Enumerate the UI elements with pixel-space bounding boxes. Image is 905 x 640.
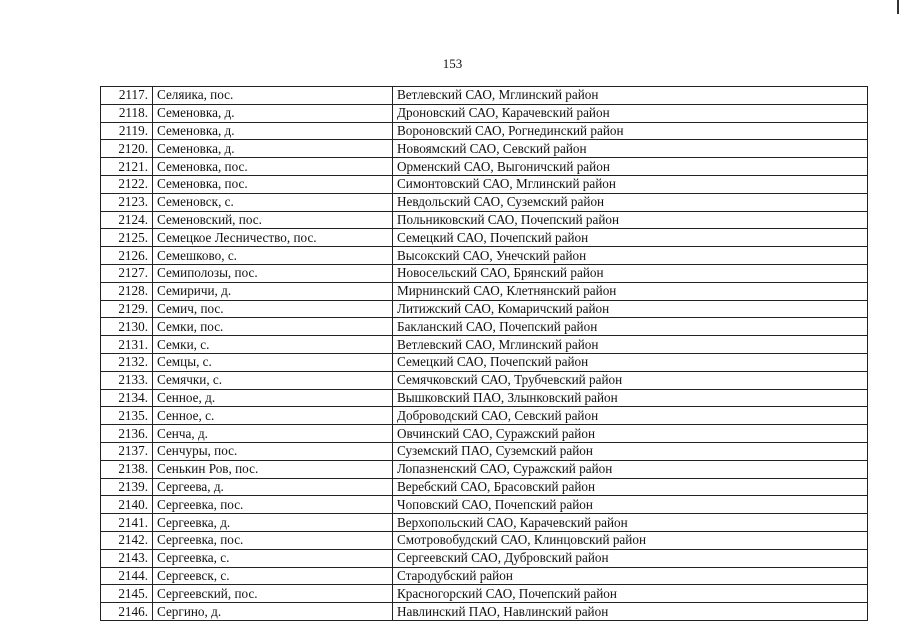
table-row bbox=[101, 603, 868, 621]
table-row bbox=[101, 264, 868, 282]
settlement-name: Семеновка, д. bbox=[153, 104, 393, 122]
district-name: Овчинский САО, Суражский район bbox=[393, 425, 868, 443]
table-row bbox=[101, 389, 868, 407]
row-number: 2123. bbox=[101, 193, 153, 211]
settlement-name: Сергеевск, с. bbox=[153, 567, 393, 585]
row-number: 2140. bbox=[101, 496, 153, 514]
table-row bbox=[101, 87, 868, 105]
row-number: 2143. bbox=[101, 549, 153, 567]
table-row bbox=[101, 175, 868, 193]
table-row bbox=[101, 247, 868, 265]
row-number: 2125. bbox=[101, 229, 153, 247]
district-name: Стародубский район bbox=[393, 567, 868, 585]
settlement-name: Семеновка, пос. bbox=[153, 175, 393, 193]
district-name: Дроновский САО, Карачевский район bbox=[393, 104, 868, 122]
district-name: Лопазненский САО, Суражский район bbox=[393, 460, 868, 478]
table-row bbox=[101, 460, 868, 478]
settlement-name: Семич, пос. bbox=[153, 300, 393, 318]
settlement-name: Сенное, с. bbox=[153, 407, 393, 425]
page-number: 153 bbox=[442, 56, 463, 71]
scan-edge-mark bbox=[897, 0, 899, 14]
row-number: 2145. bbox=[101, 585, 153, 603]
settlement-name: Сергеевка, пос. bbox=[153, 496, 393, 514]
district-name: Семецкий САО, Почепский район bbox=[393, 353, 868, 371]
table-row bbox=[101, 425, 868, 443]
district-name: Навлинский ПАО, Навлинский район bbox=[393, 603, 868, 621]
row-number: 2131. bbox=[101, 336, 153, 354]
row-number: 2144. bbox=[101, 567, 153, 585]
row-number: 2122. bbox=[101, 175, 153, 193]
table-row bbox=[101, 318, 868, 336]
table-row bbox=[101, 567, 868, 585]
row-number: 2127. bbox=[101, 264, 153, 282]
district-name: Красногорский САО, Почепский район bbox=[393, 585, 868, 603]
settlement-name: Семеновка, пос. bbox=[153, 158, 393, 176]
settlement-name: Семецкое Лесничество, пос. bbox=[153, 229, 393, 247]
table-row bbox=[101, 104, 868, 122]
table-row bbox=[101, 442, 868, 460]
table-row bbox=[101, 158, 868, 176]
district-name: Смотровобудский САО, Клинцовский район bbox=[393, 531, 868, 549]
settlement-name: Сергеевка, пос. bbox=[153, 531, 393, 549]
table-row bbox=[101, 478, 868, 496]
table-row bbox=[101, 371, 868, 389]
row-number: 2139. bbox=[101, 478, 153, 496]
settlement-name: Семки, пос. bbox=[153, 318, 393, 336]
row-number: 2118. bbox=[101, 104, 153, 122]
row-number: 2121. bbox=[101, 158, 153, 176]
settlements-table-body bbox=[101, 87, 868, 621]
row-number: 2117. bbox=[101, 87, 153, 105]
table-row bbox=[101, 585, 868, 603]
table-row bbox=[101, 496, 868, 514]
settlement-name: Сенное, д. bbox=[153, 389, 393, 407]
table-row bbox=[101, 282, 868, 300]
row-number: 2133. bbox=[101, 371, 153, 389]
district-name: Чоповский САО, Почепский район bbox=[393, 496, 868, 514]
district-name: Новоямский САО, Севский район bbox=[393, 140, 868, 158]
row-number: 2136. bbox=[101, 425, 153, 443]
district-name: Веребский САО, Брасовский район bbox=[393, 478, 868, 496]
settlements-table bbox=[100, 86, 868, 621]
table-row bbox=[101, 549, 868, 567]
table-row bbox=[101, 407, 868, 425]
row-number: 2142. bbox=[101, 531, 153, 549]
table-row bbox=[101, 336, 868, 354]
table-row bbox=[101, 122, 868, 140]
settlement-name: Семячки, с. bbox=[153, 371, 393, 389]
settlement-name: Селяика, пос. bbox=[153, 87, 393, 105]
table-row bbox=[101, 229, 868, 247]
district-name: Доброводский САО, Севский район bbox=[393, 407, 868, 425]
district-name: Сергеевский САО, Дубровский район bbox=[393, 549, 868, 567]
settlement-name: Сергино, д. bbox=[153, 603, 393, 621]
settlement-name: Сенчуры, пос. bbox=[153, 442, 393, 460]
settlement-name: Семешково, с. bbox=[153, 247, 393, 265]
settlement-name: Сенча, д. bbox=[153, 425, 393, 443]
table-row bbox=[101, 300, 868, 318]
row-number: 2146. bbox=[101, 603, 153, 621]
settlement-name: Сенькин Ров, пос. bbox=[153, 460, 393, 478]
row-number: 2134. bbox=[101, 389, 153, 407]
district-name: Орменский САО, Выгоничский район bbox=[393, 158, 868, 176]
row-number: 2137. bbox=[101, 442, 153, 460]
settlement-name: Семеновский, пос. bbox=[153, 211, 393, 229]
district-name: Высокский САО, Унечский район bbox=[393, 247, 868, 265]
district-name: Суземский ПАО, Суземский район bbox=[393, 442, 868, 460]
row-number: 2130. bbox=[101, 318, 153, 336]
row-number: 2129. bbox=[101, 300, 153, 318]
row-number: 2126. bbox=[101, 247, 153, 265]
table-row bbox=[101, 140, 868, 158]
district-name: Польниковский САО, Почепский район bbox=[393, 211, 868, 229]
row-number: 2135. bbox=[101, 407, 153, 425]
district-name: Невдольский САО, Суземский район bbox=[393, 193, 868, 211]
district-name: Симонтовский САО, Мглинский район bbox=[393, 175, 868, 193]
row-number: 2141. bbox=[101, 514, 153, 532]
row-number: 2119. bbox=[101, 122, 153, 140]
district-name: Мирнинский САО, Клетнянский район bbox=[393, 282, 868, 300]
table-row bbox=[101, 531, 868, 549]
district-name: Ветлевский САО, Мглинский район bbox=[393, 336, 868, 354]
district-name: Верхопольский САО, Карачевский район bbox=[393, 514, 868, 532]
district-name: Вороновский САО, Рогнединский район bbox=[393, 122, 868, 140]
settlement-name: Сергеевский, пос. bbox=[153, 585, 393, 603]
row-number: 2138. bbox=[101, 460, 153, 478]
settlement-name: Семки, с. bbox=[153, 336, 393, 354]
settlement-name: Семиполозы, пос. bbox=[153, 264, 393, 282]
district-name: Семецкий САО, Почепский район bbox=[393, 229, 868, 247]
settlement-name: Сергеева, д. bbox=[153, 478, 393, 496]
district-name: Литижский САО, Комаричский район bbox=[393, 300, 868, 318]
row-number: 2120. bbox=[101, 140, 153, 158]
row-number: 2128. bbox=[101, 282, 153, 300]
settlement-name: Сергеевка, с. bbox=[153, 549, 393, 567]
settlement-name: Семцы, с. bbox=[153, 353, 393, 371]
row-number: 2124. bbox=[101, 211, 153, 229]
table-row bbox=[101, 211, 868, 229]
table-row bbox=[101, 353, 868, 371]
district-name: Семячковский САО, Трубчевский район bbox=[393, 371, 868, 389]
table-row bbox=[101, 193, 868, 211]
district-name: Новосельский САО, Брянский район bbox=[393, 264, 868, 282]
settlement-name: Сергеевка, д. bbox=[153, 514, 393, 532]
settlement-name: Семеновка, д. bbox=[153, 122, 393, 140]
row-number: 2132. bbox=[101, 353, 153, 371]
district-name: Ветлевский САО, Мглинский район bbox=[393, 87, 868, 105]
settlement-name: Семеновка, д. bbox=[153, 140, 393, 158]
district-name: Бакланский САО, Почепский район bbox=[393, 318, 868, 336]
table-row bbox=[101, 514, 868, 532]
settlement-name: Семиричи, д. bbox=[153, 282, 393, 300]
district-name: Вышковский ПАО, Злынковский район bbox=[393, 389, 868, 407]
settlement-name: Семеновск, с. bbox=[153, 193, 393, 211]
